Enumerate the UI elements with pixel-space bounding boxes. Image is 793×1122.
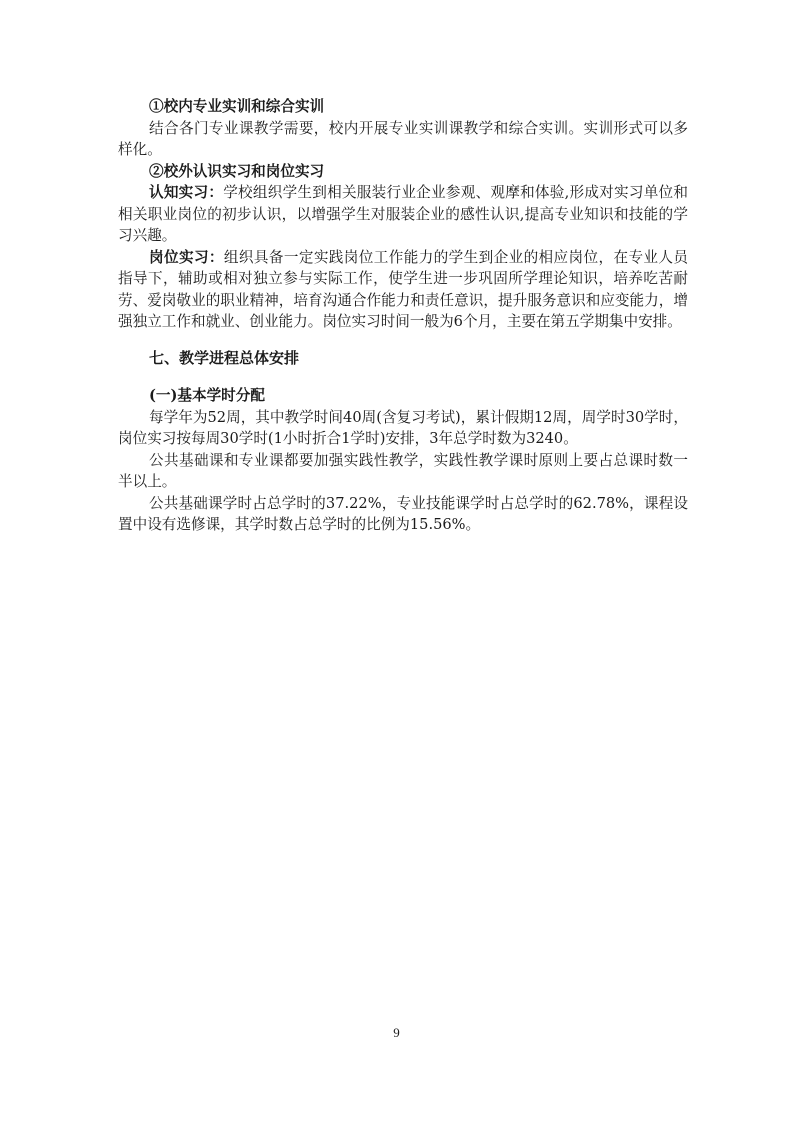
- paragraph-hours-ratio: 公共基础课学时占总学时的37.22%，专业技能课学时占总学时的62.78%，课程设置中设有选修课，其学时数占总学时的比例为15.56%。: [118, 494, 688, 533]
- paragraph-weekly-hours: 每学年为52周，其中教学时间40周(含复习考试)，累计假期12周，周学时30学时，岗位实习按每周30学时(1小时折合1学时)安排，3年总学时数为3240。: [118, 408, 688, 447]
- subheading-oncampus-training: ①校内专业实训和综合实训: [149, 98, 325, 115]
- body-position-internship: 组织具备一定实践岗位工作能力的学生到企业的相应岗位，在专业人员指导下，辅助或相对独立参与实际工作，使学生进一步巩固所学理论知识，培养吃苦耐劳、爱岗敬业的职业精神，培育沟通合作能力和责任意识，提升服务意识和应变能力，增强独立工作和就业、创业能力。岗位实习时间一般为6个月，主要在第五学期集中安排。: [118, 248, 688, 330]
- section-heading-teaching-schedule: 七、教学进程总体安排: [149, 348, 300, 367]
- body-cognitive-internship: 学校组织学生到相关服装行业企业参观、观摩和体验,形成对实习单位和相关职业岗位的初步认识，以增强学生对服装企业的感性认识,提高专业知识和技能的学习兴趣。: [118, 184, 688, 244]
- subsection-heading-basic-hours: (一)基本学时分配: [149, 387, 265, 404]
- lead-term-cognitive-internship: 认知实习：: [149, 184, 224, 201]
- paragraph-cognitive-internship: [118, 182, 688, 247]
- paragraph-oncampus-training: 结合各门专业课教学需要，校内开展专业实训课教学和综合实训。实训形式可以多样化。: [118, 119, 688, 158]
- paragraph-position-internship: [118, 247, 688, 333]
- page-number: 9: [393, 1025, 400, 1040]
- page-content: [118, 96, 688, 536]
- paragraph-practical-teaching: 公共基础课和专业课都要加强实践性教学，实践性教学课时原则上要占总课时数一半以上。: [118, 451, 688, 490]
- lead-term-position-internship: 岗位实习：: [149, 248, 224, 266]
- subheading-offcampus-internship: ②校外认识实习和岗位实习: [149, 162, 325, 180]
